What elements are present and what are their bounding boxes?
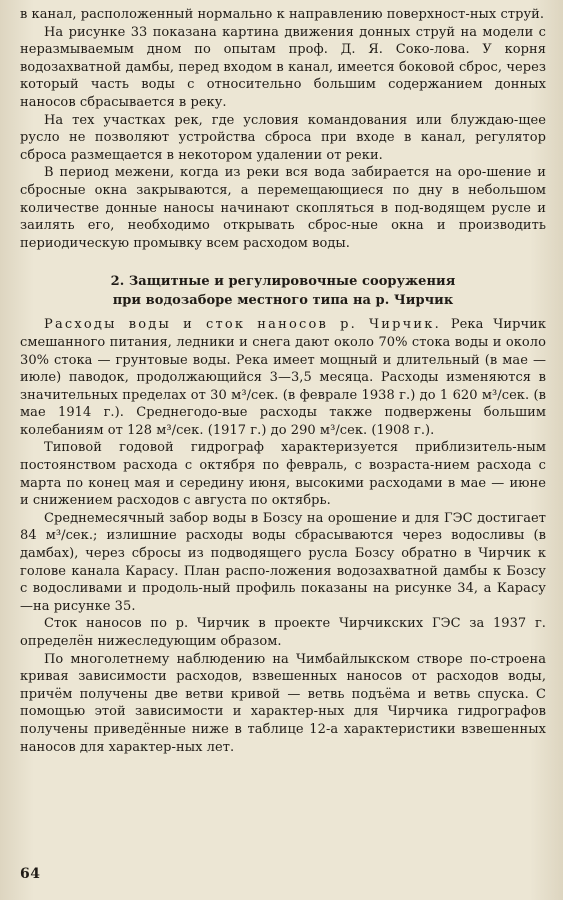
paragraph-figure-33: На рисунке 33 показана картина движения донных струй на модели с неразмываемым дном по опытам проф. Д. Я. Соко-лова. У корня водозахватной дамбы, перед входом в канал, имеется боковой сброс, через который часть воды с относительно большим содержанием донных наносов сбрасывается в реку. [20, 24, 546, 110]
paragraph-bozsu-intake: Среднемесячный забор воды в Бозсу на орошение и для ГЭС достигает 84 м³/сек.; излишние расходы воды сбрасываются через водосливы (в дамбах), через сбросы из подводящего русла Бозсу обратно в Чирчик к голове канала Карасу. План распо-ложения водозахватной дамбы к Бозсу с водосливами и продоль-ный профиль показаны на рисунке 34, а Карасу—на рисунке 35. [20, 510, 546, 614]
section-heading [20, 272, 546, 310]
section-gap [20, 252, 546, 272]
section-heading-line-2: при водозаборе местного типа на р. Чирчик [112, 293, 454, 309]
paragraph-continued: в канал, расположенный нормально к направлению поверхност-ных струй. [20, 7, 545, 22]
paragraph-regulator: На тех участках рек, где условия командования или блуждаю-щее русло не позволяют устройства сброса при входе в канал, регулятор сброса размещается в некотором удалении от реки. [20, 112, 546, 163]
paragraph-low-water: В период межени, когда из реки вся вода забирается на оро-шение и сбросные окна закрываются, а перемещающиеся по дну в небольшом количестве донные наносы начинают скопляться в под-водящем русле и заилять его, необходимо открывать сброс-ные окна и производить периодическую промывку всем расходом воды. [20, 165, 546, 251]
paragraph-sediment-runoff: Сток наносов по р. Чирчик в проекте Чирчикских ГЭС за 1937 г. определён нижеследующим образом. [20, 616, 546, 649]
paragraph-discharge-sediment [20, 316, 546, 439]
page-number: 64 [20, 866, 41, 882]
text-column [20, 6, 546, 756]
paragraph-discharge-text: Река Чирчик смешанного питания, ледники и снега дают около 70% стока воды и около 30% стока — грунтовые воды. Река имеет мощный и длительный (в мае — июле) паводок, продолжающийся 3—3,5 месяца. Расходы изменяются в значительных пределах от 30 м³/сек. (в феврале 1938 г.) до 1 620 м³/сек. (в мае 1914 г.). Среднегодо-вые расходы также подвержены большим колебаниям от 128 м³/сек. (1917 г.) до 290 м³/сек. (1908 г.). [20, 317, 546, 438]
paragraph-hydrograph: Типовой годовой гидрограф характеризуется приблизитель-ным постоянством расхода с октября по февраль, с возраста-нием расхода с марта по конец мая и середину июня, высокими расходами в мае — июне и снижением расходов с августа по октябрь. [20, 440, 546, 509]
paragraph-rating-curve: По многолетнему наблюдению на Чимбайлыкском створе по-строена кривая зависимости расходов, взвешенных наносов от расходов воды, причём получены две ветви кривой — ветвь подъёма и ветвь спуска. С помощью этой зависимости и характер-ных для Чирчика гидрографов получены приведённые ниже в таблице 12-а характеристики взвешенных наносов для характер-ных лет. [20, 651, 546, 755]
run-in-heading: Расходы воды и сток наносов р. Чирчик. [44, 317, 441, 333]
section-heading-line-1: 2. Защитные и регулировочные сооружения [110, 274, 456, 290]
